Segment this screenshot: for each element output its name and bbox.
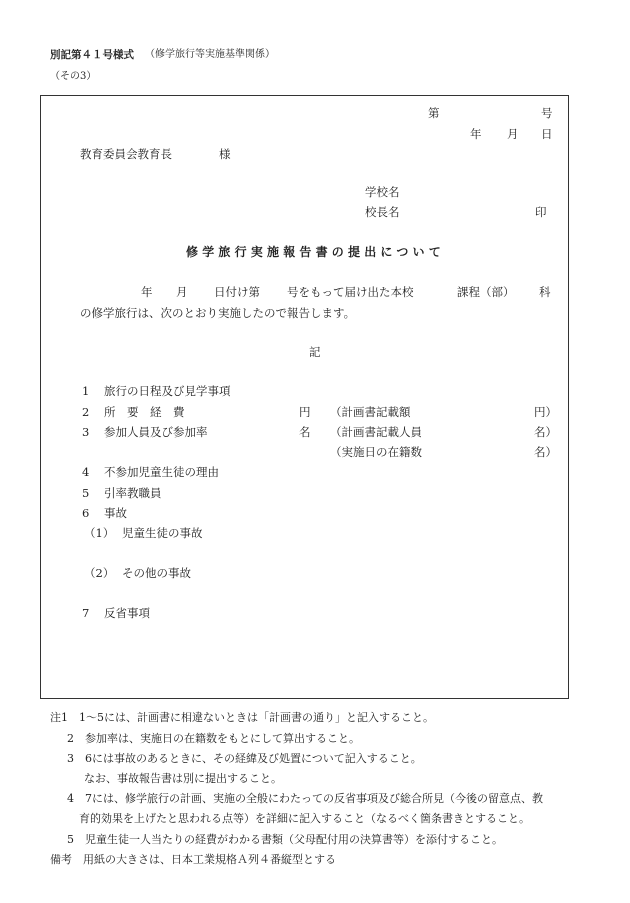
item-2-unit: 円	[299, 405, 311, 419]
date-month: 月	[507, 127, 519, 141]
note-line-5: 4 7には、修学旅行の計画、実施の全般にわたっての反省事項及び総合所見（今後の留意点、教	[67, 792, 543, 805]
item-4-label: 不参加児童生徒の理由	[104, 465, 219, 479]
item-2-num: 2	[82, 405, 90, 419]
item-2-label: 所 要 経 費	[104, 405, 185, 419]
subitem-1-num: （1）	[84, 526, 115, 540]
doc-number-suffix: 号	[541, 106, 553, 120]
item-3-ref-unit: 名）	[534, 425, 557, 439]
remarks-label: 備考	[50, 853, 72, 866]
form-number: 別記第４１号様式	[50, 49, 134, 61]
document-title: 修学旅行実施報告書の提出について	[186, 245, 445, 259]
item-3-unit: 名	[299, 425, 311, 439]
item-7-label: 反省事項	[104, 606, 150, 620]
note-line-3: 3 6には事故のあるときに、その経緯及び処置について記入すること。	[67, 752, 422, 765]
item-5-label: 引率教職員	[104, 486, 162, 500]
item-7-num: 7	[82, 606, 90, 620]
item-6-label: 事故	[104, 506, 127, 520]
item-3-label: 参加人員及び参加率	[104, 425, 208, 439]
seal-mark: 印	[535, 205, 547, 219]
body-month: 月	[176, 285, 188, 299]
body-line-2: の修学旅行は、次のとおり実施したので報告します。	[80, 306, 356, 320]
doc-number-prefix: 第	[428, 106, 440, 120]
item-1-num: 1	[82, 384, 90, 398]
body-year: 年	[141, 285, 153, 299]
subitem-1-label: 児童生徒の事故	[122, 526, 203, 540]
body-dept: 科	[539, 285, 551, 299]
body-dated-no: 日付け第	[214, 285, 260, 299]
subitem-2-num: （2）	[84, 566, 115, 580]
item-2-ref-unit: 円）	[534, 405, 557, 419]
honorific: 様	[219, 147, 231, 161]
item-2-ref-label: （計画書記載額	[330, 405, 411, 419]
date-year: 年	[470, 127, 482, 141]
item-3-ref2-unit: 名）	[534, 445, 557, 459]
item-1-label: 旅行の日程及び見学事項	[104, 384, 231, 398]
item-4-num: 4	[82, 465, 90, 479]
note-label: 注1	[50, 711, 68, 724]
date-day: 日	[541, 127, 553, 141]
form-relation: （修学旅行等実施基準関係）	[145, 49, 275, 60]
school-name-label: 学校名	[365, 185, 400, 199]
subitem-2-label: その他の事故	[122, 566, 191, 580]
note-line-4: なお、事故報告書は別に提出すること。	[84, 772, 282, 785]
body-course: 課程（部）	[457, 285, 515, 299]
note-line-1: 1〜5には、計画書に相違ないときは「計画書の通り」と記入すること。	[79, 711, 434, 724]
item-3-ref-label: （計画書記載人員	[330, 425, 422, 439]
note-line-2: 2 参加率は、実施日の在籍数をもとにして算出すること。	[67, 732, 360, 745]
item-3-num: 3	[82, 425, 90, 439]
addressee: 教育委員会教育長	[80, 147, 172, 161]
ki-mark: 記	[309, 345, 321, 359]
principal-label: 校長名	[365, 205, 400, 219]
sub-part: （その3）	[50, 71, 97, 82]
note-line-6: 育的効果を上げたと思われる点等）を詳細に記入すること（なるべく箇条書きとすること。	[79, 812, 530, 825]
item-3-ref2-label: （実施日の在籍数	[330, 445, 422, 459]
item-6-num: 6	[82, 506, 90, 520]
item-5-num: 5	[82, 486, 90, 500]
remarks-text: 用紙の大きさは、日本工業規格Ａ列４番縦型とする	[83, 853, 336, 866]
body-rest: 号をもって届け出た本校	[287, 285, 414, 299]
note-line-7: 5 児童生徒一人当たりの経費がわかる書類（父母配付用の決算書等）を添付すること。	[67, 833, 503, 846]
